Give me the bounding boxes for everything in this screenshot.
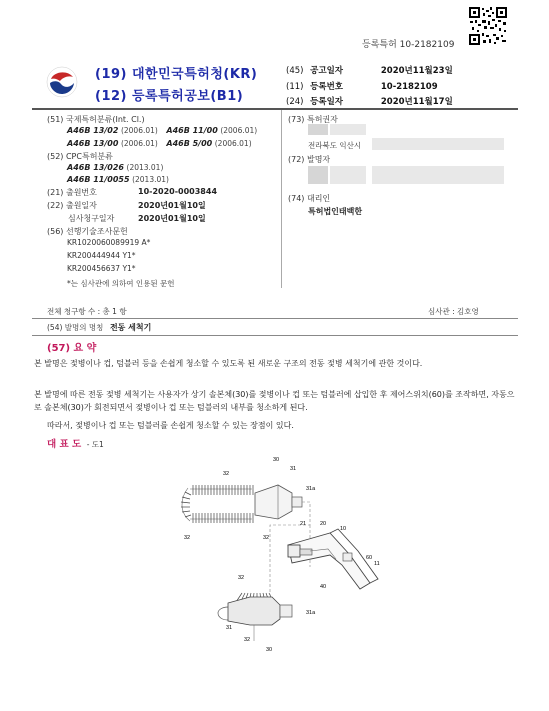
publication-date-row: [286, 64, 453, 76]
publication-title: (12) 등록특허공보(B1): [95, 89, 244, 104]
ipc-code: A46B 5/00: [166, 139, 213, 148]
figure-label: 21: [300, 521, 307, 527]
figure-label: 32: [244, 637, 251, 643]
cpc-code: A46B 11/0055: [67, 175, 130, 184]
patentee-label: (73) 특허권자: [288, 115, 338, 124]
prior-art-ref: KR200456637 Y1*: [67, 264, 136, 273]
patent-figure-drawing: [160, 455, 390, 660]
ipc-year: (2006.01): [214, 139, 252, 148]
ipc-year: (2006.01): [220, 126, 258, 135]
ipc-year: (2006.01): [120, 126, 158, 135]
registration-number-row: [286, 80, 438, 92]
pub-value: 2020년11월17일: [380, 97, 453, 107]
cpc-year: (2013.01): [126, 163, 164, 172]
abstract-paragraph-1: 본 발명은 젖병이나 컵, 텀블러 등을 손쉽게 청소할 수 있도록 된 새로운 구조의 전동 젖병 세척기에 관한 것이다.: [34, 359, 423, 368]
examiner: 심사관 : 김호영: [428, 307, 479, 316]
figure-label: 11: [374, 561, 380, 567]
pub-key: 등록일자: [310, 97, 344, 107]
ipc-row-1: [67, 126, 257, 135]
patentee-address: 전라북도 익산시: [308, 141, 362, 150]
ipc-code: A46B 13/00: [67, 139, 119, 148]
abstract-paragraph-2: 본 발명에 따른 전동 젖병 세척기는 사용자가 상기 솔본체(30)를 젖병이나 컵 또는 텀블러에 삽입한 후 제어스위치(60)를 조작하면, 자동으로 솔본체(30)가 회전되면서 젖병이나 컵 또는 텀블러의 내부를 청소하게 된다.: [34, 390, 515, 412]
qr-code-icon: [468, 6, 508, 46]
figure-label: 30: [273, 457, 280, 463]
ipc-code: A46B 13/02: [67, 126, 119, 135]
kipo-logo-icon: [46, 66, 78, 98]
pub-value: 10-2182109: [380, 82, 438, 92]
prior-art-ref: KR1020060089919 A*: [67, 238, 151, 247]
representative-drawing-row: [47, 436, 104, 450]
ipc-row-2: [67, 139, 252, 148]
invention-title-row: [47, 322, 151, 333]
application-number-value: 10-2020-0003844: [138, 187, 218, 196]
cpc-code: A46B 13/026: [67, 163, 124, 172]
figure-label: 10: [340, 526, 347, 532]
figure-label: 31a: [306, 610, 316, 616]
redacted-block: [330, 124, 366, 135]
ipc-label: (51) 국제특허분류(Int. Cl.): [47, 115, 145, 124]
figure-label: 32: [223, 471, 230, 477]
claims-divider: [32, 318, 518, 319]
cpc-row-2: [67, 175, 169, 184]
header-divider: [32, 108, 518, 110]
figure-label: 31: [226, 625, 233, 631]
column-divider: [281, 110, 282, 288]
brush-tip-lower: [218, 607, 228, 620]
cpc-row-1: [67, 163, 163, 172]
shaft-lower: [280, 605, 292, 617]
application-date-label: (22) 출원일자: [47, 201, 97, 210]
motor-shaft: [300, 549, 312, 555]
figure-label: 60: [366, 555, 373, 561]
claims-count: 전체 청구항 수 : 총 1 항: [47, 307, 127, 316]
cpc-year: (2013.01): [132, 175, 169, 184]
figure-label: 31: [290, 466, 297, 472]
inventor-label: (72) 발명자: [288, 155, 331, 164]
figure-label: 32: [238, 575, 245, 581]
pub-code: (45): [286, 66, 304, 76]
exam-request-date-value: 2020년01월10일: [138, 214, 206, 223]
figure-label: 31a: [306, 486, 316, 492]
figure-label: 32: [263, 535, 270, 541]
pub-code: (11): [286, 82, 304, 92]
representative-drawing-label: 대 표 도: [47, 439, 82, 450]
redacted-block: [308, 124, 328, 135]
ipc-year: (2006.01): [120, 139, 158, 148]
pub-key: 공고일자: [310, 66, 344, 76]
redacted-block: [308, 166, 328, 184]
redacted-block: [372, 166, 504, 184]
invention-title: 전동 세척기: [109, 323, 152, 332]
brush-head-lower: [228, 597, 280, 625]
redacted-block: [372, 138, 504, 150]
redacted-block: [330, 166, 366, 184]
pub-key: 등록번호: [310, 82, 344, 92]
cpc-label: (52) CPC특허분류: [47, 152, 113, 161]
figure-label: 20: [320, 521, 327, 527]
exam-request-date-label: 심사청구일자: [68, 214, 115, 223]
pub-code: (24): [286, 97, 304, 107]
figure-label: 40: [320, 584, 327, 590]
pub-value: 2020년11월23일: [380, 66, 453, 76]
application-number-label: (21) 출원번호: [47, 188, 97, 197]
motor-housing: [288, 545, 300, 557]
prior-art-ref: KR200444944 Y1*: [67, 251, 136, 260]
registration-number-header: 등록특허 10-2182109: [362, 40, 455, 50]
agent-label: (74) 대리인: [288, 194, 331, 203]
prior-art-label: (56) 선행기술조사문헌: [47, 227, 128, 236]
representative-drawing-figure: - 도1: [86, 440, 104, 449]
abstract-paragraph-3: 따라서, 젖병이나 컵 또는 텀블러를 손쉽게 청소할 수 있는 장점이 있다.: [47, 421, 294, 430]
figure-label: 30: [266, 647, 273, 653]
figure-label: 32: [184, 535, 191, 541]
office-title: (19) 대한민국특허청(KR): [95, 67, 258, 82]
application-date-value: 2020년01월10일: [138, 201, 206, 210]
handle-body: [288, 533, 373, 589]
brush-head-upper: [255, 485, 292, 519]
prior-art-note: *는 심사관에 의하여 인용된 문헌: [67, 279, 175, 288]
ipc-code: A46B 11/00: [166, 126, 218, 135]
bristle-lines: [181, 485, 253, 523]
invention-label: (54) 발명의 명칭: [47, 323, 104, 332]
title-divider: [32, 335, 518, 336]
shaft-upper: [292, 497, 302, 507]
abstract-heading: (57) 요 약: [47, 343, 97, 354]
registration-date-row: [286, 95, 453, 107]
control-switch: [343, 553, 352, 561]
agent-value: 특허법인태백한: [308, 207, 363, 216]
